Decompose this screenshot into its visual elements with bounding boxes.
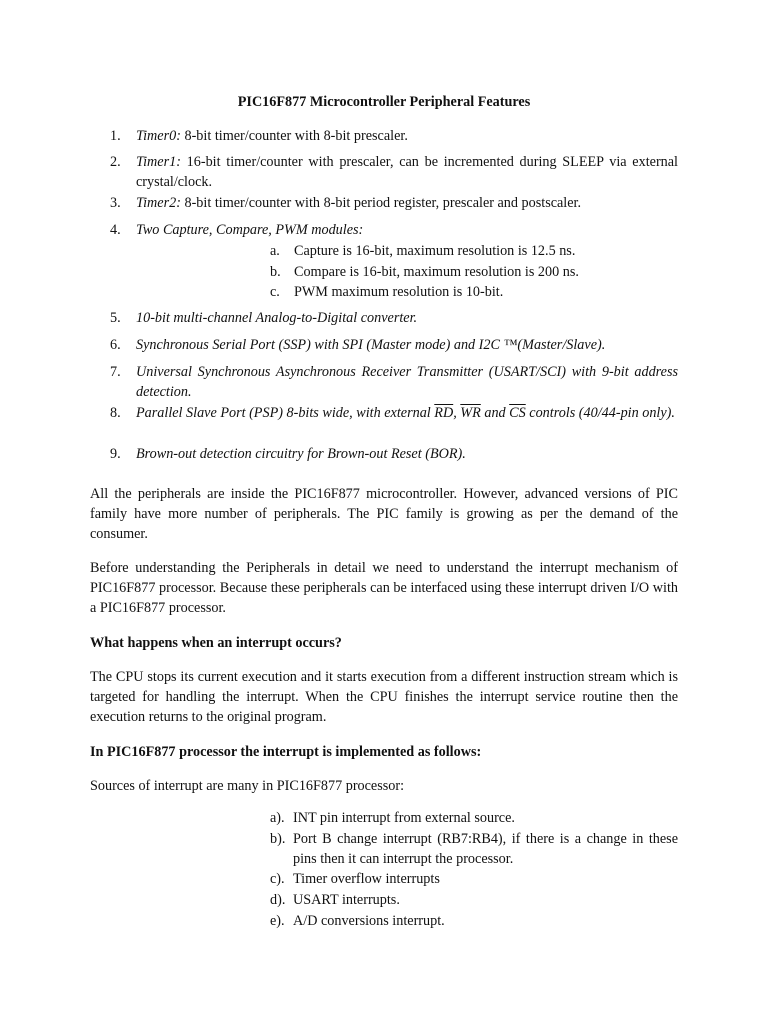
feature-name: Synchronous Serial Port (SSP) with SPI (Master mode) and I2C ™(Master/Slave). bbox=[136, 337, 606, 353]
feature-number: 8. bbox=[110, 405, 121, 421]
feature-number: 6. bbox=[110, 337, 121, 353]
feature-number: 2. bbox=[110, 154, 121, 170]
feature-item-4 bbox=[110, 220, 678, 240]
sub-number: c. bbox=[270, 284, 280, 300]
ccp-sub-item-b bbox=[270, 262, 690, 282]
feature-number: 3. bbox=[110, 195, 121, 211]
source-number: e). bbox=[270, 913, 285, 929]
sub-text: Capture is 16-bit, maximum resolution is 12.5 ns. bbox=[294, 243, 576, 259]
paragraph-cpu-behavior: The CPU stops its current execution and it starts execution from a different instruction stream which is targeted for handling the interrupt. When the CPU finishes the interrupt service routine then the execution returns to the original program. bbox=[90, 669, 678, 725]
feature-name: 10-bit multi-channel Analog-to-Digital converter. bbox=[136, 310, 418, 326]
feature-name: Universal Synchronous Asynchronous Receiver Transmitter (USART/SCI) with 9-bit address detection. bbox=[136, 364, 678, 400]
feature-item-7 bbox=[110, 362, 678, 402]
feature-text: 8-bit timer/counter with 8-bit period register, prescaler and postscaler. bbox=[180, 195, 582, 211]
feature-item-3 bbox=[110, 193, 678, 213]
page-title: PIC16F877 Microcontroller Peripheral Features bbox=[237, 94, 531, 110]
feature-number: 9. bbox=[110, 446, 121, 462]
feature-item-8 bbox=[110, 403, 678, 423]
rd-signal: $\overline{RD}$ bbox=[434, 405, 454, 421]
cs-signal: $\overline{CS}$ bbox=[509, 405, 526, 421]
source-text: A/D conversions interrupt. bbox=[293, 913, 445, 929]
feature-name: Timer2: bbox=[136, 195, 181, 211]
interrupt-source-e bbox=[270, 911, 678, 931]
sub-number: b. bbox=[270, 264, 281, 280]
heading-interrupt-implementation: In PIC16F877 processor the interrupt is implemented as follows: bbox=[90, 744, 482, 760]
feature-name: Two Capture, Compare, PWM modules: bbox=[136, 222, 364, 238]
source-number: b). bbox=[270, 831, 286, 847]
feature-item-5 bbox=[110, 308, 678, 328]
feature-item-6 bbox=[110, 335, 678, 355]
source-text: Timer overflow interrupts bbox=[293, 871, 440, 887]
ccp-sub-item-c bbox=[270, 282, 690, 302]
feature-name: Timer1: bbox=[136, 154, 181, 170]
source-text: Port B change interrupt (RB7:RB4), if there is a change in these pins then it can interrupt the processor. bbox=[293, 831, 678, 867]
sub-text: Compare is 16-bit, maximum resolution is 200 ns. bbox=[294, 264, 579, 280]
paragraph-interrupt-intro: Before understanding the Peripherals in detail we need to understand the interrupt mechanism of PIC16F877 processor. Because these peripherals can be interfaced using these interrupt driven I/O with a PIC16F877 processor. bbox=[90, 560, 678, 616]
feature-number: 7. bbox=[110, 364, 121, 380]
wr-signal: $\overline{WR}$ bbox=[460, 405, 481, 421]
sub-number: a. bbox=[270, 243, 280, 259]
interrupt-source-b bbox=[270, 829, 678, 869]
source-number: d). bbox=[270, 892, 286, 908]
feature-name-part: Parallel Slave Port (PSP) 8-bits wide, with external bbox=[136, 405, 435, 421]
paragraph-peripherals: All the peripherals are inside the PIC16F877 microcontroller. However, advanced versions of PIC family have more number of peripherals. The PIC family is growing as per the demand of the consumer. bbox=[90, 486, 678, 542]
ccp-sub-item-a bbox=[270, 241, 690, 261]
feature-text: 8-bit timer/counter with 8-bit prescaler. bbox=[180, 128, 408, 144]
feature-item-2 bbox=[110, 152, 678, 192]
interrupt-source-d bbox=[270, 890, 678, 910]
source-text: INT pin interrupt from external source. bbox=[293, 810, 515, 826]
feature-name: Brown-out detection circuitry for Brown-out Reset (BOR). bbox=[136, 446, 466, 462]
source-number: c). bbox=[270, 871, 285, 887]
feature-number: 1. bbox=[110, 128, 121, 144]
feature-item-9 bbox=[110, 444, 678, 464]
feature-name: Timer0: bbox=[136, 128, 181, 144]
interrupt-source-a bbox=[270, 808, 678, 828]
paragraph-interrupt-sources: Sources of interrupt are many in PIC16F877 processor: bbox=[90, 778, 405, 794]
feature-text: 16-bit timer/counter with prescaler, can be incremented during SLEEP via external crystal/clock. bbox=[136, 154, 678, 190]
feature-number: 4. bbox=[110, 222, 121, 238]
feature-name-part: controls (40/44-pin only). bbox=[525, 405, 675, 421]
source-number: a). bbox=[270, 810, 285, 826]
heading-interrupt-occurs: What happens when an interrupt occurs? bbox=[90, 635, 342, 651]
feature-number: 5. bbox=[110, 310, 121, 326]
source-text: USART interrupts. bbox=[293, 892, 400, 908]
separator: and bbox=[480, 405, 510, 421]
separator: , bbox=[453, 405, 461, 421]
sub-text: PWM maximum resolution is 10-bit. bbox=[294, 284, 504, 300]
interrupt-source-c bbox=[270, 869, 678, 889]
feature-item-1 bbox=[110, 126, 678, 146]
